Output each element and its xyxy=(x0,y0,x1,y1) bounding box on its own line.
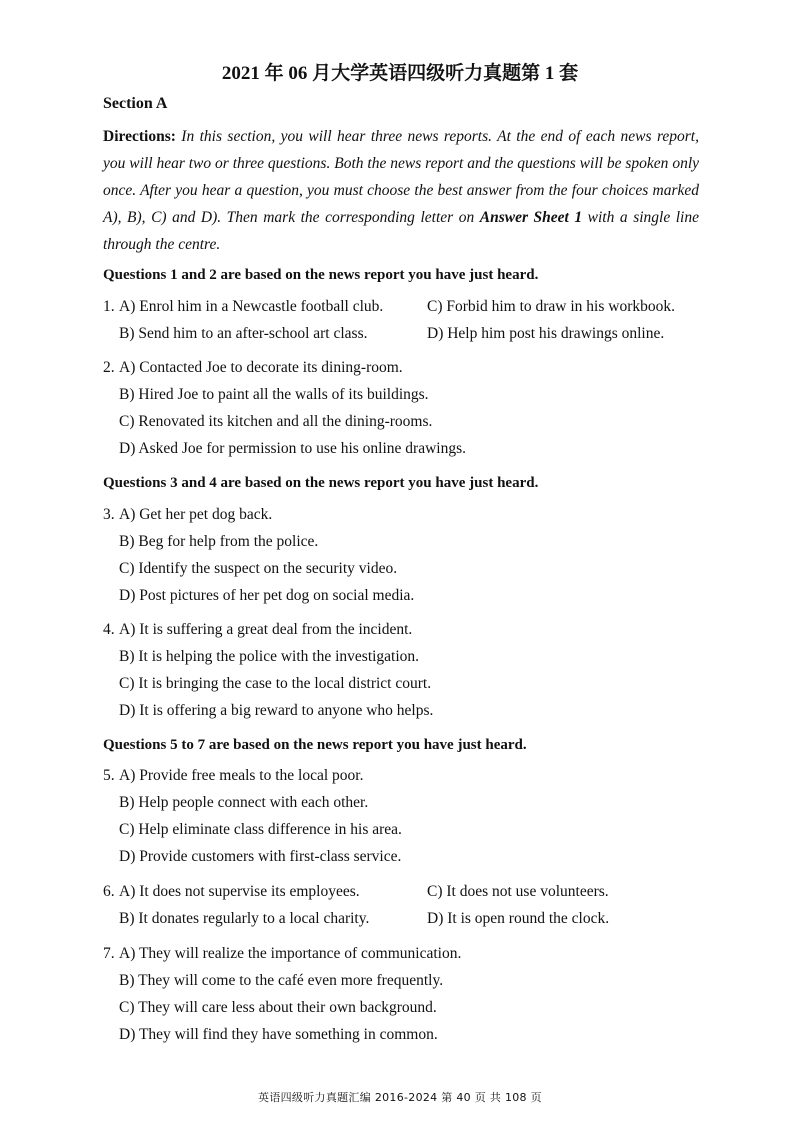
section-heading: Section A xyxy=(103,95,168,112)
question-3-option-c: C) Identify the suspect on the security video. xyxy=(119,560,398,577)
answer-sheet-emphasis: Answer Sheet 1 xyxy=(479,209,583,226)
question-number: 5. xyxy=(103,767,115,784)
question-7-option-b: B) They will come to the café even more frequently. xyxy=(119,972,444,989)
question-group-heading: Questions 3 and 4 are based on the news report you have just heard. xyxy=(103,475,539,491)
question-2-option-c: C) Renovated its kitchen and all the dining-rooms. xyxy=(119,413,433,430)
question-3-option-b: B) Beg for help from the police. xyxy=(119,533,319,550)
question-5-option-c: C) Help eliminate class difference in his area. xyxy=(119,821,402,838)
question-7-option-d: D) They will find they have something in common. xyxy=(119,1026,438,1043)
question-1-option-d: D) Help him post his drawings online. xyxy=(427,325,665,342)
question-4-option-d: D) It is offering a big reward to anyone who helps. xyxy=(119,702,434,719)
question-group-heading: Questions 5 to 7 are based on the news report you have just heard. xyxy=(103,737,527,753)
question-3-option-a: 3. A) Get her pet dog back. xyxy=(103,506,273,523)
question-3-option-d: D) Post pictures of her pet dog on social media. xyxy=(119,587,415,604)
question-group-heading: Questions 1 and 2 are based on the news report you have just heard. xyxy=(103,267,539,283)
question-6-option-b: B) It donates regularly to a local charity. xyxy=(119,910,370,927)
question-number: 1. xyxy=(103,298,115,315)
question-number: 6. xyxy=(103,883,115,900)
question-7-option-a: 7. A) They will realize the importance of communication. xyxy=(103,945,462,962)
question-2-option-a: 2. A) Contacted Joe to decorate its dining-room. xyxy=(103,359,403,376)
question-4-option-a: 4. A) It is suffering a great deal from the incident. xyxy=(103,621,413,638)
question-1-option-a: 1. A) Enrol him in a Newcastle football club. xyxy=(103,298,384,315)
page-footer: 英语四级听力真题汇编 2016-2024 第 40 页 共 108 页 xyxy=(258,1091,542,1104)
question-1-option-c: C) Forbid him to draw in his workbook. xyxy=(427,298,675,315)
question-number: 3. xyxy=(103,506,115,523)
question-6-option-c: C) It does not use volunteers. xyxy=(427,883,609,900)
question-2-option-b: B) Hired Joe to paint all the walls of its buildings. xyxy=(119,386,429,403)
question-6-option-d: D) It is open round the clock. xyxy=(427,910,610,927)
page-title: 2021 年 06 月大学英语四级听力真题第 1 套 xyxy=(221,63,579,84)
question-number: 4. xyxy=(103,621,115,638)
question-number: 2. xyxy=(103,359,115,376)
question-2-option-d: D) Asked Joe for permission to use his online drawings. xyxy=(119,440,466,457)
directions-tail: with a single line through the centre. xyxy=(103,209,699,253)
question-5-option-d: D) Provide customers with first-class service. xyxy=(119,848,402,865)
question-1-option-b: B) Send him to an after-school art class. xyxy=(119,325,368,342)
question-5-option-a: 5. A) Provide free meals to the local poor. xyxy=(103,767,364,784)
directions-paragraph xyxy=(103,123,699,258)
question-7-option-c: C) They will care less about their own background. xyxy=(119,999,437,1016)
question-4-option-b: B) It is helping the police with the investigation. xyxy=(119,648,420,665)
question-number: 7. xyxy=(103,945,115,962)
question-5-option-b: B) Help people connect with each other. xyxy=(119,794,369,811)
directions-label: Directions: xyxy=(103,128,176,145)
question-4-option-c: C) It is bringing the case to the local district court. xyxy=(119,675,432,692)
directions-text: In this section, you will hear three news reports. At the end of each news report, you will hear two or three questions. Both the news report and the questions will be spoken only once. After you hear a question, you must choose the best answer from the four choices marked A), B), C) and D). Then mark the corresponding letter on xyxy=(103,128,699,226)
question-6-option-a: 6. A) It does not supervise its employees. xyxy=(103,883,360,900)
